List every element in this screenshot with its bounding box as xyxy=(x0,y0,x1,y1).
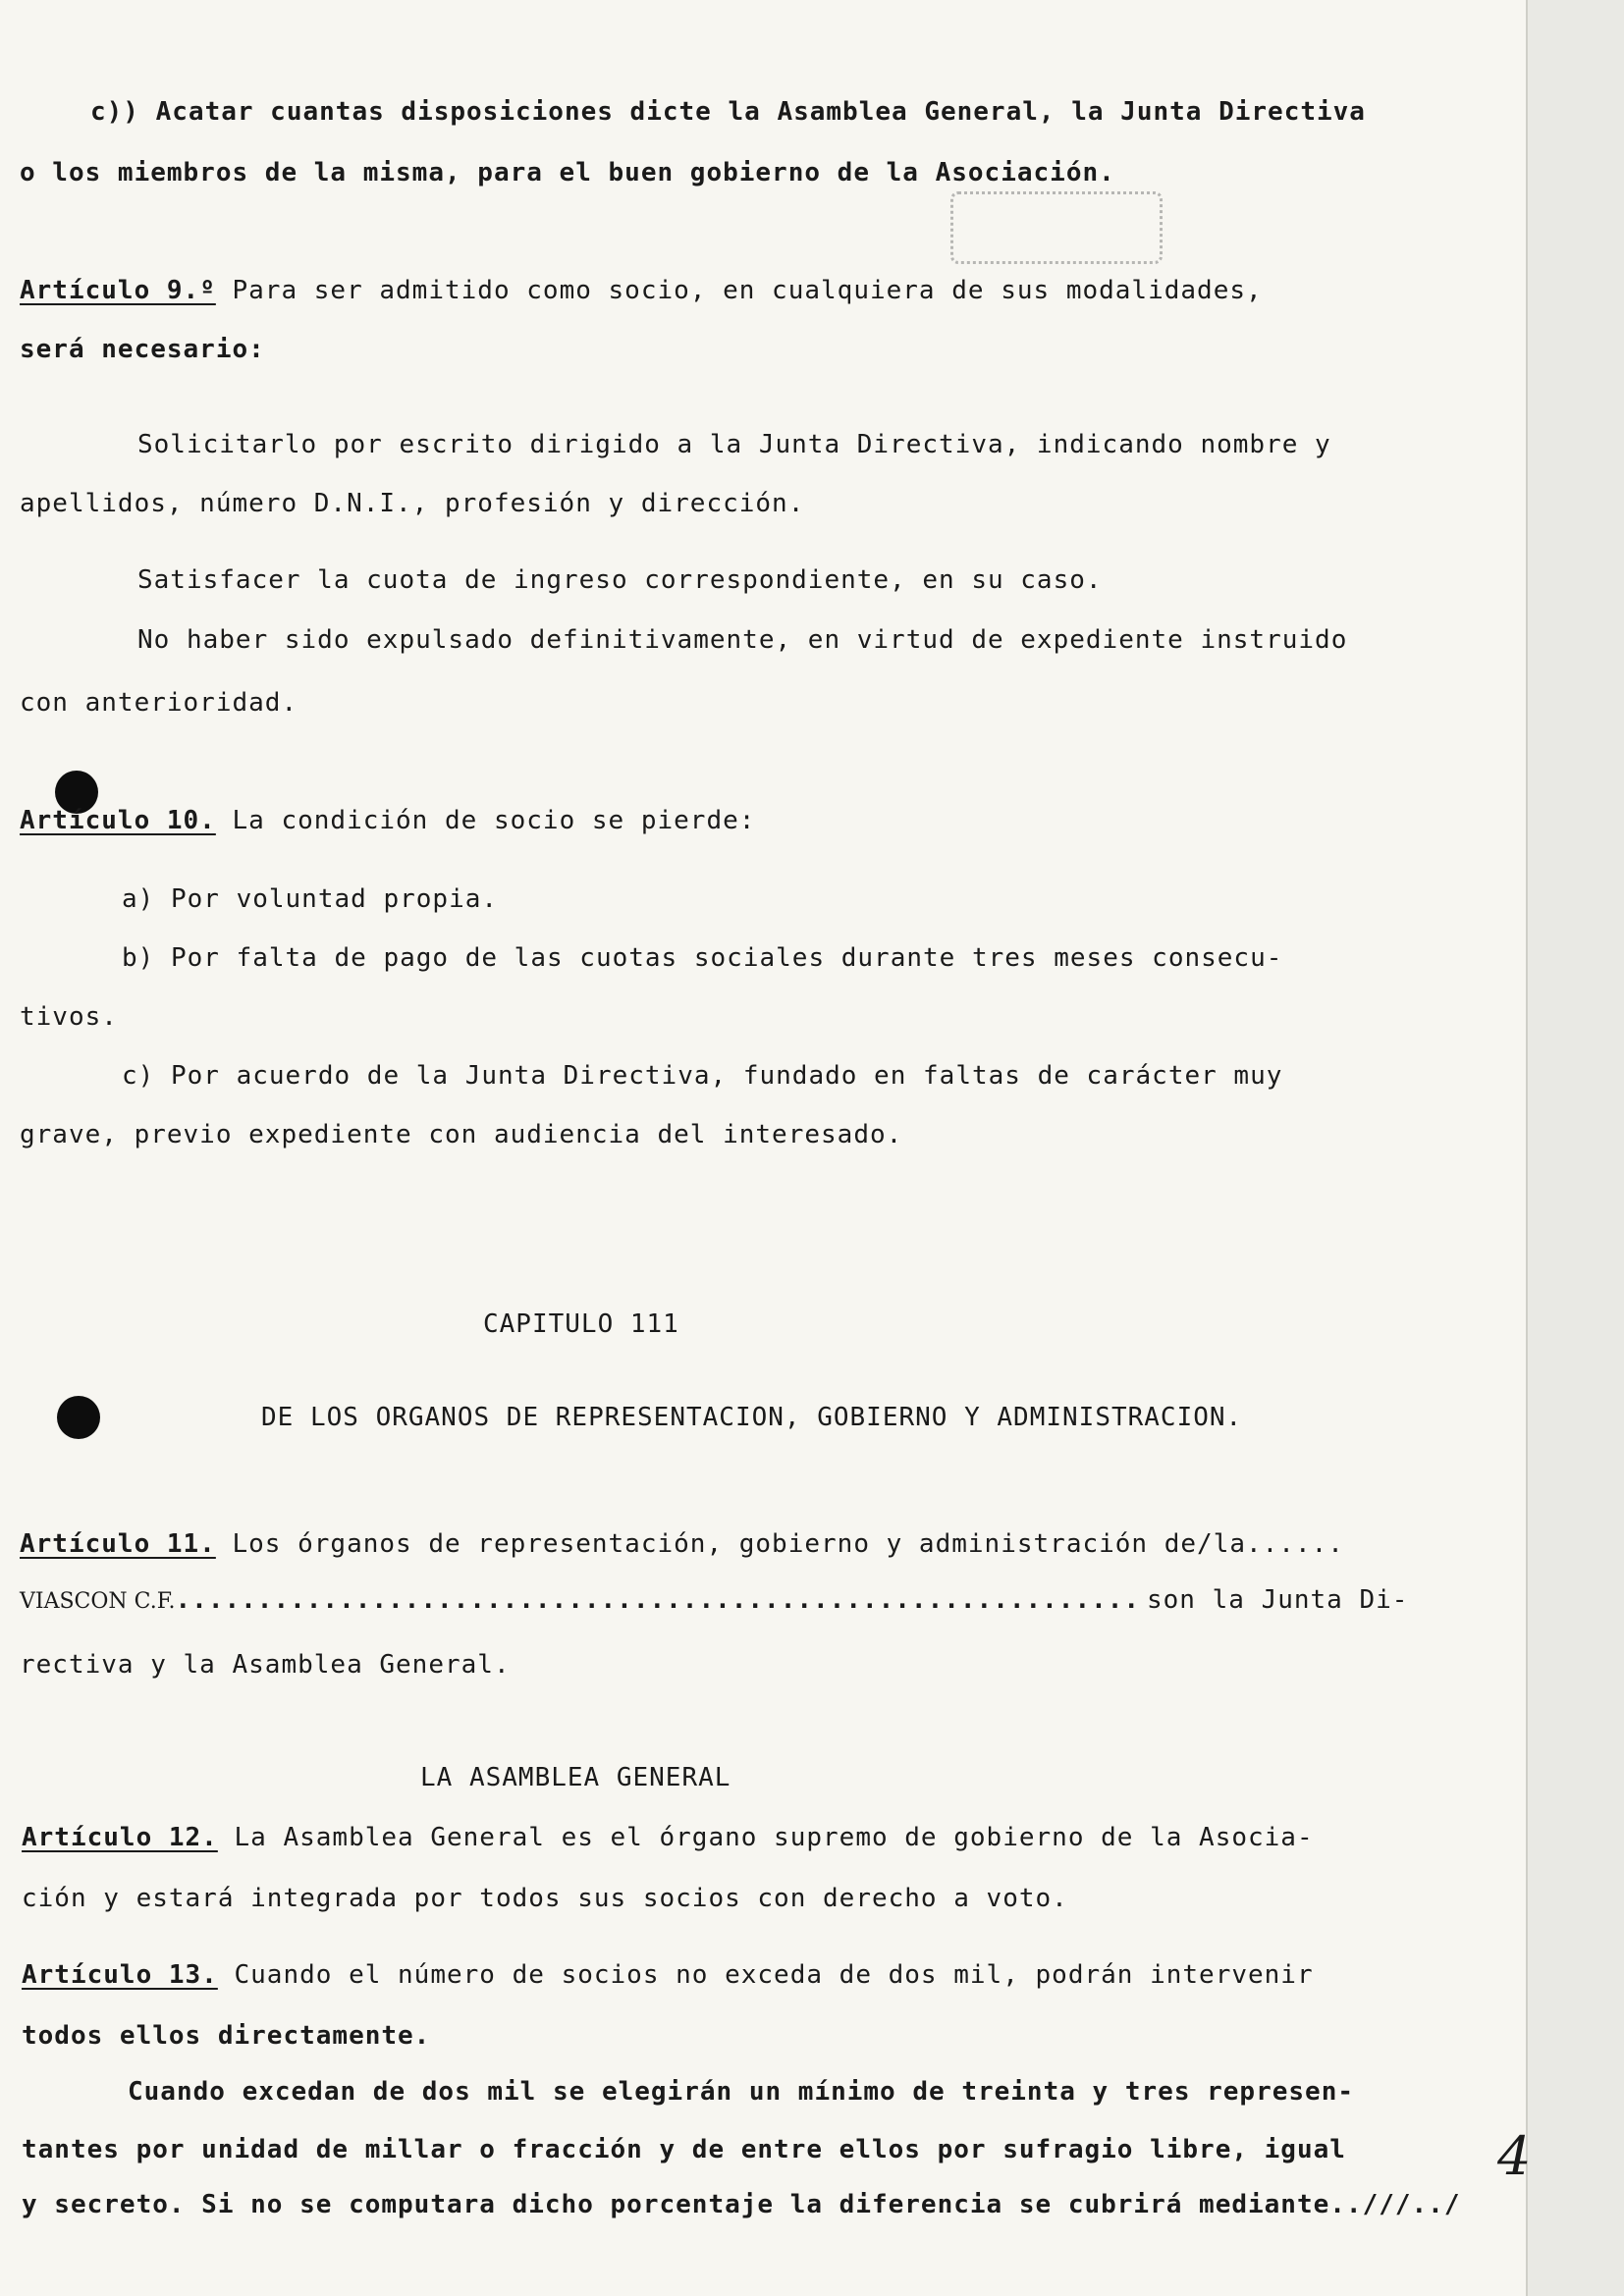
article12-line1 xyxy=(22,1822,1314,1853)
article9-para3-line2: con anterioridad. xyxy=(20,688,298,718)
article9-heading: Artículo 9.º xyxy=(20,276,216,305)
article11-line3: rectiva y la Asamblea General. xyxy=(20,1650,511,1680)
article9-para1-line2: apellidos, número D.N.I., profesión y dirección. xyxy=(20,489,805,518)
article13-para-line1: Cuando excedan de dos mil se elegirán un mínimo de treinta y tres represen- xyxy=(128,2077,1354,2107)
page-edge-strip xyxy=(1526,0,1624,2296)
article10-item-a: a) Por voluntad propia. xyxy=(122,884,499,914)
article10-line1 xyxy=(20,805,755,836)
fill-in-dots: ........................................................... xyxy=(175,1585,1141,1615)
article10-heading: Artículo 10. xyxy=(20,806,216,835)
page-number: 4 xyxy=(1497,2125,1532,2187)
article13-text: Cuando el número de socios no exceda de dos mil, podrán intervenir xyxy=(217,1960,1314,1990)
article11-line2-end: son la Junta Di- xyxy=(1147,1585,1409,1615)
article12-heading: Artículo 12. xyxy=(22,1823,218,1852)
chapter-subtitle: DE LOS ORGANOS DE REPRESENTACION, GOBIERNO Y ADMINISTRACION. xyxy=(261,1403,1243,1432)
article8-c-line1: c)) Acatar cuantas disposiciones dicte la Asamblea General, la Junta Directiva xyxy=(90,97,1366,127)
article8-c-line2: o los miembros de la misma, para el buen gobierno de la Asociación. xyxy=(20,158,1115,187)
article11-line1 xyxy=(20,1528,1344,1560)
article9-line1 xyxy=(20,275,1263,306)
article12-text: La Asamblea General es el órgano supremo de gobierno de la Asocia- xyxy=(217,1823,1314,1852)
article11-line2 xyxy=(20,1584,1140,1618)
article10-item-c-line2: grave, previo expediente con audiencia del interesado. xyxy=(20,1120,903,1149)
article9-para3-line1: No haber sido expulsado definitivamente, en virtud de expediente instruido xyxy=(137,625,1348,655)
faint-stamp xyxy=(950,191,1163,264)
article10-text: La condición de socio se pierde: xyxy=(215,806,756,835)
article13-line2: todos ellos directamente. xyxy=(22,2021,431,2051)
chapter-title: CAPITULO 111 xyxy=(483,1309,679,1339)
article9-para1-line1: Solicitarlo por escrito dirigido a la Junta Directiva, indicando nombre y xyxy=(137,430,1331,459)
association-name: VIASCON C.F. xyxy=(20,1589,176,1614)
article9-line2: será necesario: xyxy=(20,335,265,364)
article13-para-line3: y secreto. Si no se computara dicho porcentaje la diferencia se cubrirá mediante..///../ xyxy=(22,2190,1461,2219)
section-title: LA ASAMBLEA GENERAL xyxy=(420,1763,731,1792)
punch-hole-bottom xyxy=(57,1396,100,1439)
article10-item-b-line1: b) Por falta de pago de las cuotas sociales durante tres meses consecu- xyxy=(122,943,1283,973)
article10-item-c-line1: c) Por acuerdo de la Junta Directiva, fundado en faltas de carácter muy xyxy=(122,1061,1283,1091)
article13-para-line2: tantes por unidad de millar o fracción y de entre ellos por sufragio libre, igual xyxy=(22,2135,1346,2164)
article9-text: Para ser admitido como socio, en cualquiera de sus modalidades, xyxy=(215,276,1263,305)
article13-line1 xyxy=(22,1959,1314,1991)
article11-heading: Artículo 11. xyxy=(20,1529,216,1559)
article9-para2: Satisfacer la cuota de ingreso correspondiente, en su caso. xyxy=(137,565,1103,595)
article10-item-b-line2: tivos. xyxy=(20,1002,118,1032)
article13-heading: Artículo 13. xyxy=(22,1960,218,1990)
article11-text: Los órganos de representación, gobierno y administración de/la...... xyxy=(215,1529,1344,1559)
article12-line2: ción y estará integrada por todos sus socios con derecho a voto. xyxy=(22,1884,1068,1913)
